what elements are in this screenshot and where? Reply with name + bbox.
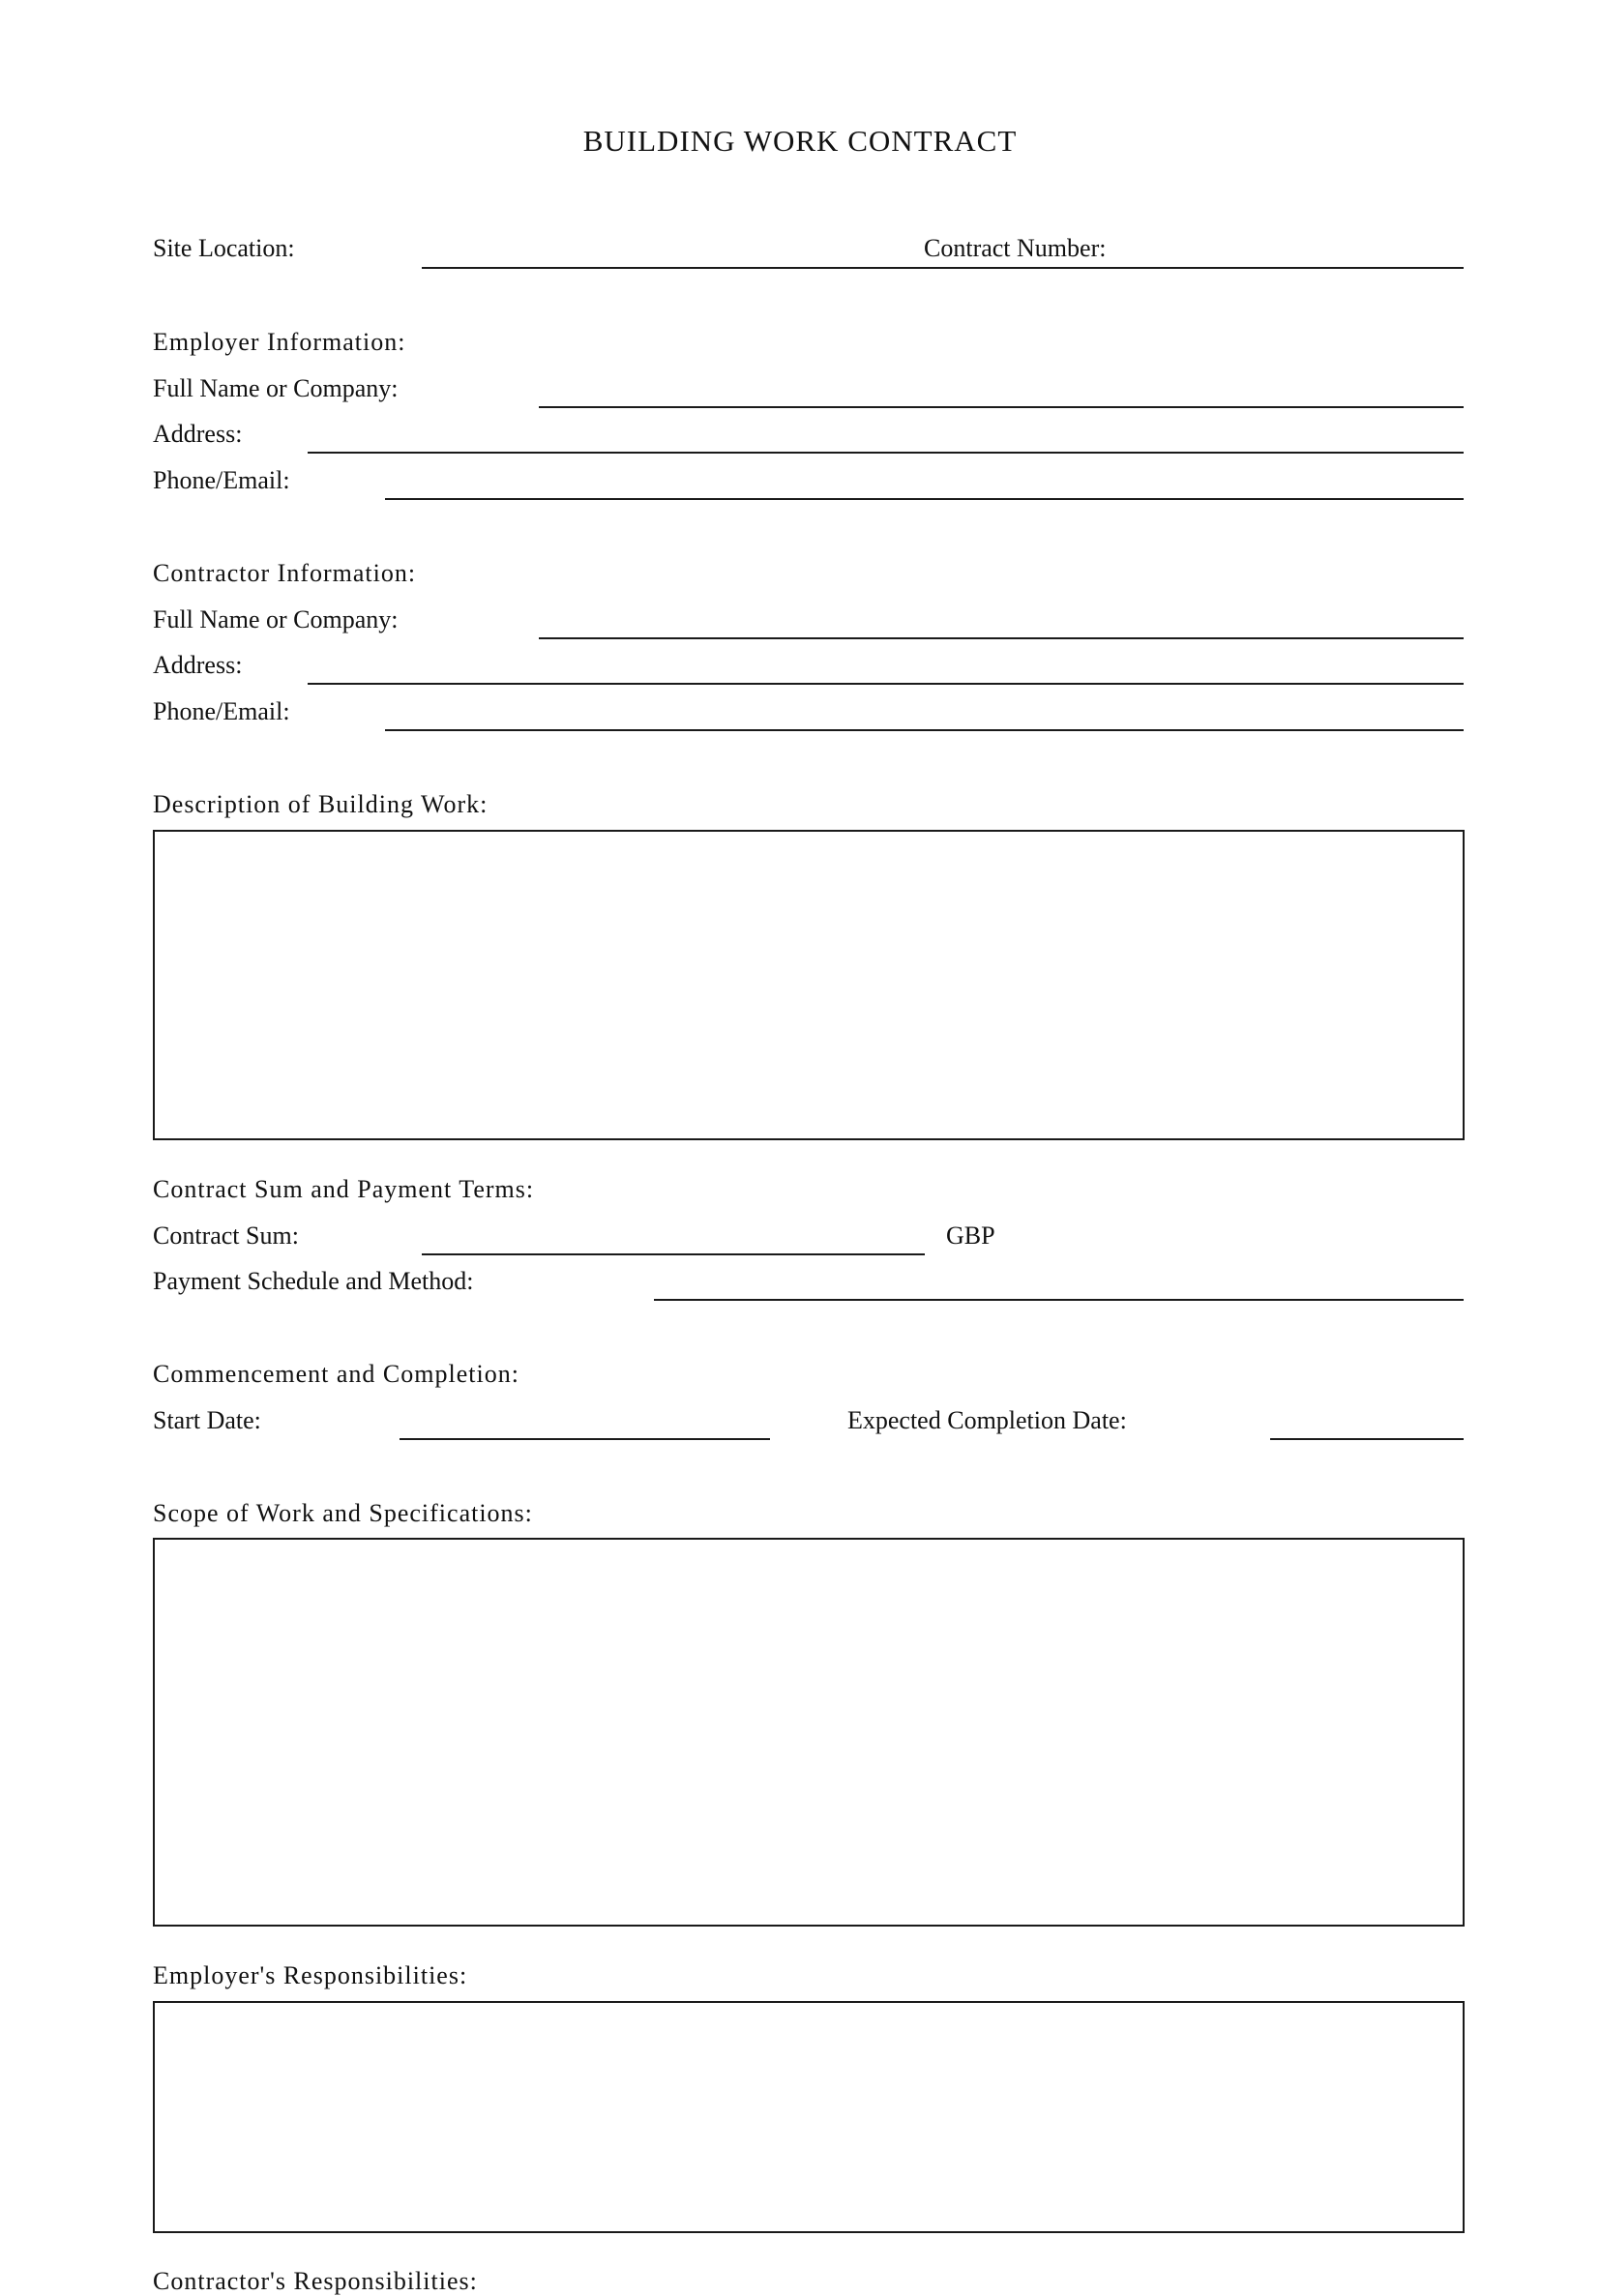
description-textarea[interactable] [153, 830, 1465, 1140]
contract-sum-field[interactable] [422, 1253, 925, 1255]
scope-textarea[interactable] [153, 1538, 1465, 1927]
employer-address-label: Address: [153, 420, 243, 448]
contractor-name-field[interactable] [539, 637, 1464, 639]
schedule-heading: Commencement and Completion: [153, 1360, 519, 1388]
completion-date-field[interactable] [1270, 1438, 1464, 1440]
contractor-heading: Contractor Information: [153, 559, 417, 587]
employer-name-field[interactable] [539, 406, 1464, 408]
completion-date-label: Expected Completion Date: [847, 1406, 1127, 1434]
contract-sum-label: Contract Sum: [153, 1222, 299, 1250]
site-location-field[interactable] [422, 267, 1464, 269]
contractor-phone-email-label: Phone/Email: [153, 697, 290, 725]
currency-label: GBP [946, 1222, 995, 1250]
employer-address-field[interactable] [308, 452, 1464, 454]
contractor-address-field[interactable] [308, 683, 1464, 685]
employer-responsibilities-heading: Employer's Responsibilities: [153, 1961, 468, 1989]
payment-schedule-field[interactable] [654, 1299, 1464, 1301]
contract-number-label: Contract Number: [924, 234, 1107, 262]
contractor-phone-email-field[interactable] [385, 729, 1464, 731]
payment-schedule-label: Payment Schedule and Method: [153, 1267, 474, 1295]
employer-responsibilities-textarea[interactable] [153, 2001, 1465, 2233]
description-heading: Description of Building Work: [153, 790, 489, 818]
scope-heading: Scope of Work and Specifications: [153, 1499, 533, 1527]
start-date-field[interactable] [400, 1438, 770, 1440]
contractor-name-label: Full Name or Company: [153, 605, 399, 633]
employer-name-label: Full Name or Company: [153, 374, 399, 402]
contractor-address-label: Address: [153, 651, 243, 679]
contractor-responsibilities-heading: Contractor's Responsibilities: [153, 2267, 478, 2295]
employer-phone-email-label: Phone/Email: [153, 466, 290, 494]
employer-phone-email-field[interactable] [385, 498, 1464, 500]
payment-heading: Contract Sum and Payment Terms: [153, 1175, 535, 1203]
start-date-label: Start Date: [153, 1406, 261, 1434]
employer-heading: Employer Information: [153, 328, 406, 356]
site-location-label: Site Location: [153, 234, 295, 262]
document-title: BUILDING WORK CONTRACT [582, 124, 1018, 158]
